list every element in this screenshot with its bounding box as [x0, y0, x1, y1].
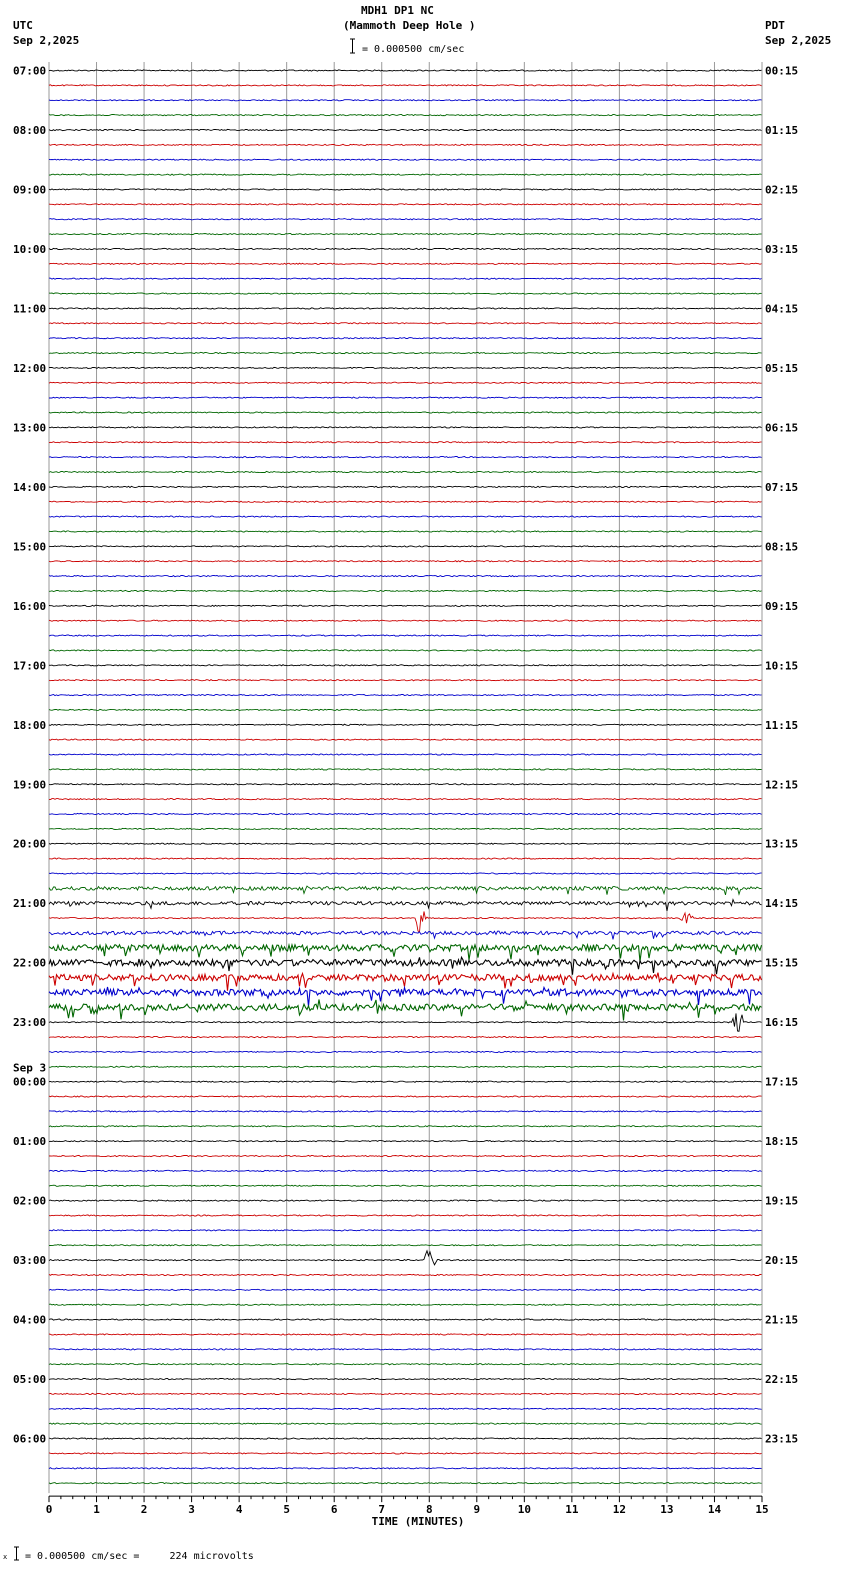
left-hour-label: 19:00 [13, 778, 47, 792]
x-tick-label: 10 [517, 1503, 531, 1517]
right-hour-label: 19:15 [765, 1194, 799, 1208]
seismic-trace [49, 1230, 762, 1231]
x-tick-label: 6 [330, 1503, 338, 1517]
seismic-trace [49, 1364, 762, 1365]
left-hour-label: 00:00 [13, 1075, 47, 1089]
seismic-trace [49, 352, 762, 353]
seismic-trace [49, 931, 762, 939]
seismic-trace [49, 486, 762, 487]
seismic-trace [49, 886, 762, 895]
seismic-trace [49, 308, 762, 309]
seismic-trace [49, 769, 762, 770]
seismic-trace [49, 1379, 762, 1380]
right-hour-label: 12:15 [765, 778, 799, 792]
seismic-trace [49, 957, 762, 974]
right-hour-label: 10:15 [765, 659, 799, 673]
seismic-trace [49, 1037, 762, 1038]
seismic-trace [49, 1170, 762, 1171]
left-hour-label: 03:00 [13, 1254, 47, 1268]
seismic-trace [49, 1289, 762, 1290]
seismic-trace [49, 1155, 762, 1156]
seismic-trace [49, 1185, 762, 1186]
left-hour-label: 23:00 [13, 1016, 47, 1030]
x-tick-label: 9 [473, 1503, 481, 1517]
right-hour-label: 00:15 [765, 64, 799, 78]
right-hour-label: 03:15 [765, 242, 799, 256]
right-time-labels [765, 65, 798, 1446]
seismic-trace [49, 665, 762, 666]
seismic-trace [49, 1423, 762, 1424]
seismic-trace [49, 1468, 762, 1469]
seismic-trace [49, 382, 762, 383]
footer-scale-note: = 0.000500 cm/sec = 224 microvolts [25, 1551, 254, 1562]
seismic-trace [49, 100, 762, 101]
right-hour-label: 23:15 [765, 1432, 799, 1446]
right-hour-label: 14:15 [765, 897, 799, 911]
seismic-trace [49, 248, 762, 249]
seismic-trace [49, 367, 762, 368]
right-zone-label: PDT [765, 19, 785, 32]
left-hour-label: 01:00 [13, 1135, 47, 1149]
left-hour-label: 05:00 [13, 1373, 47, 1387]
x-tick-label: 12 [612, 1503, 627, 1517]
right-hour-label: 17:15 [765, 1075, 799, 1089]
seismic-trace [49, 1349, 762, 1350]
seismic-trace [49, 1483, 762, 1484]
seismic-trace [49, 427, 762, 428]
seismic-trace [49, 680, 762, 681]
left-hour-label: 09:00 [13, 183, 47, 197]
scale-label: = 0.000500 cm/sec [362, 44, 465, 55]
seismic-trace [49, 1200, 762, 1201]
seismic-trace [49, 1334, 762, 1335]
seismic-trace [49, 293, 762, 294]
seismic-trace [49, 1319, 762, 1320]
x-tick-label: 2 [140, 1503, 148, 1517]
left-hour-label: 20:00 [13, 837, 47, 851]
x-tick-label: 15 [755, 1503, 769, 1517]
x-tick-label: 4 [235, 1503, 243, 1517]
left-hour-label: 14:00 [13, 480, 47, 494]
seismic-trace [49, 828, 762, 829]
seismic-trace [49, 501, 762, 502]
seismic-trace [49, 987, 762, 1007]
left-hour-label: 15:00 [13, 540, 47, 554]
left-hour-label: 22:00 [13, 956, 47, 970]
right-hour-label: 09:15 [765, 599, 799, 613]
right-hour-label: 01:15 [765, 123, 799, 137]
right-hour-label: 20:15 [765, 1254, 799, 1268]
seismic-trace [49, 576, 762, 577]
seismic-trace [49, 739, 762, 740]
seismic-trace [49, 900, 762, 911]
left-hour-label: 10:00 [13, 242, 47, 256]
x-axis [46, 1496, 769, 1516]
right-hour-label: 18:15 [765, 1135, 799, 1149]
left-time-labels [13, 65, 46, 1446]
left-zone-label: UTC [13, 19, 33, 32]
right-hour-label: 21:15 [765, 1313, 799, 1327]
left-hour-label: 17:00 [13, 659, 47, 673]
seismic-trace [49, 546, 762, 547]
seismic-trace [49, 784, 762, 785]
seismic-trace [49, 635, 762, 636]
right-hour-label: 05:15 [765, 361, 799, 375]
seismic-trace [49, 1393, 762, 1394]
left-hour-label: 13:00 [13, 421, 47, 435]
seismic-trace [49, 944, 762, 961]
x-tick-label: 13 [660, 1503, 674, 1517]
seismic-trace [49, 1438, 762, 1439]
right-hour-label: 15:15 [765, 956, 799, 970]
seismic-trace [49, 1408, 762, 1409]
seismic-trace [49, 204, 762, 205]
seismic-trace [49, 159, 762, 160]
seismic-trace [49, 516, 762, 517]
seismic-trace [49, 1051, 762, 1052]
seismic-trace [49, 1096, 762, 1097]
seismic-trace [49, 234, 762, 235]
seismic-trace [49, 442, 762, 443]
seismic-trace [49, 174, 762, 175]
seismic-trace [49, 457, 762, 458]
right-hour-label: 16:15 [765, 1016, 799, 1030]
seismic-trace [49, 263, 762, 264]
seismic-trace [49, 323, 762, 324]
right-hour-label: 04:15 [765, 302, 799, 316]
left-hour-label: 21:00 [13, 897, 47, 911]
x-tick-label: 0 [45, 1503, 53, 1517]
seismic-trace [49, 561, 762, 562]
x-tick-label: 8 [425, 1503, 433, 1517]
right-hour-label: 13:15 [765, 837, 799, 851]
seismic-trace [49, 471, 762, 472]
seismic-trace [49, 1245, 762, 1246]
seismic-trace [49, 115, 762, 116]
x-tick-label: 5 [283, 1503, 290, 1517]
seismic-trace [49, 1126, 762, 1127]
left-hour-label: 08:00 [13, 123, 47, 137]
right-hour-label: 07:15 [765, 480, 799, 494]
left-hour-label: 12:00 [13, 361, 47, 375]
left-date-label: Sep 2,2025 [13, 34, 80, 47]
left-hour-label: 07:00 [13, 64, 47, 78]
seismic-trace [49, 338, 762, 339]
left-hour-label: 02:00 [13, 1194, 47, 1208]
seismic-trace [49, 189, 762, 190]
seismic-trace [49, 1013, 762, 1031]
seismic-trace [49, 412, 762, 413]
seismic-trace [49, 1251, 762, 1265]
left-hour-label: 11:00 [13, 302, 47, 316]
seismic-trace [49, 694, 762, 695]
svg-text:x: x [3, 1553, 8, 1561]
footer-scale-icon [3, 1546, 21, 1562]
x-tick-label: 11 [565, 1503, 579, 1517]
seismic-trace [49, 85, 762, 86]
seismic-trace [49, 219, 762, 220]
seismic-trace [49, 129, 762, 130]
right-hour-label: 02:15 [765, 183, 799, 197]
right-hour-label: 06:15 [765, 421, 799, 435]
x-tick-label: 1 [93, 1503, 100, 1517]
seismic-trace [49, 754, 762, 755]
seismic-trace [49, 70, 762, 71]
seismic-trace [49, 1274, 762, 1275]
trace-group [49, 70, 762, 1484]
right-date-label: Sep 2,2025 [765, 34, 832, 47]
seismic-trace [49, 724, 762, 725]
seismic-trace [49, 1304, 762, 1305]
x-axis-title: TIME (MINUTES) [371, 1515, 465, 1529]
seismic-trace [49, 144, 762, 145]
seismic-trace [49, 1453, 762, 1454]
seismic-trace [49, 1000, 762, 1021]
seismic-trace [49, 1215, 762, 1216]
left-hour-label: 06:00 [13, 1432, 47, 1446]
station-title: MDH1 DP1 NC [361, 4, 434, 17]
seismic-trace [49, 709, 762, 710]
seismic-trace [49, 1066, 762, 1067]
seismic-trace [49, 605, 762, 606]
seismic-trace [49, 620, 762, 621]
seismic-trace [49, 858, 762, 859]
left-hour-label: 16:00 [13, 599, 47, 613]
seismic-trace [49, 1111, 762, 1112]
x-tick-label: 7 [378, 1503, 386, 1517]
seismic-trace [49, 650, 762, 651]
seismic-trace [49, 1081, 762, 1082]
grid-lines [49, 62, 762, 1493]
seismic-trace [49, 813, 762, 814]
x-tick-label: 14 [707, 1503, 722, 1517]
seismic-trace [49, 397, 762, 398]
site-title: (Mammoth Deep Hole ) [343, 19, 476, 32]
seismic-trace [49, 973, 762, 991]
x-tick-label: 3 [188, 1503, 195, 1517]
seismic-trace [49, 843, 762, 844]
seismic-trace [49, 912, 762, 933]
right-hour-label: 11:15 [765, 718, 799, 732]
right-hour-label: 22:15 [765, 1373, 799, 1387]
seismic-trace [49, 590, 762, 591]
day-change-label: Sep 3 [13, 1061, 47, 1075]
right-hour-label: 08:15 [765, 540, 799, 554]
left-hour-label: 04:00 [13, 1313, 47, 1327]
seismic-trace [49, 278, 762, 279]
seismic-trace [49, 531, 762, 532]
seismic-trace [49, 1141, 762, 1142]
seismic-trace [49, 799, 762, 800]
left-hour-label: 18:00 [13, 718, 47, 732]
seismic-trace [49, 873, 762, 874]
